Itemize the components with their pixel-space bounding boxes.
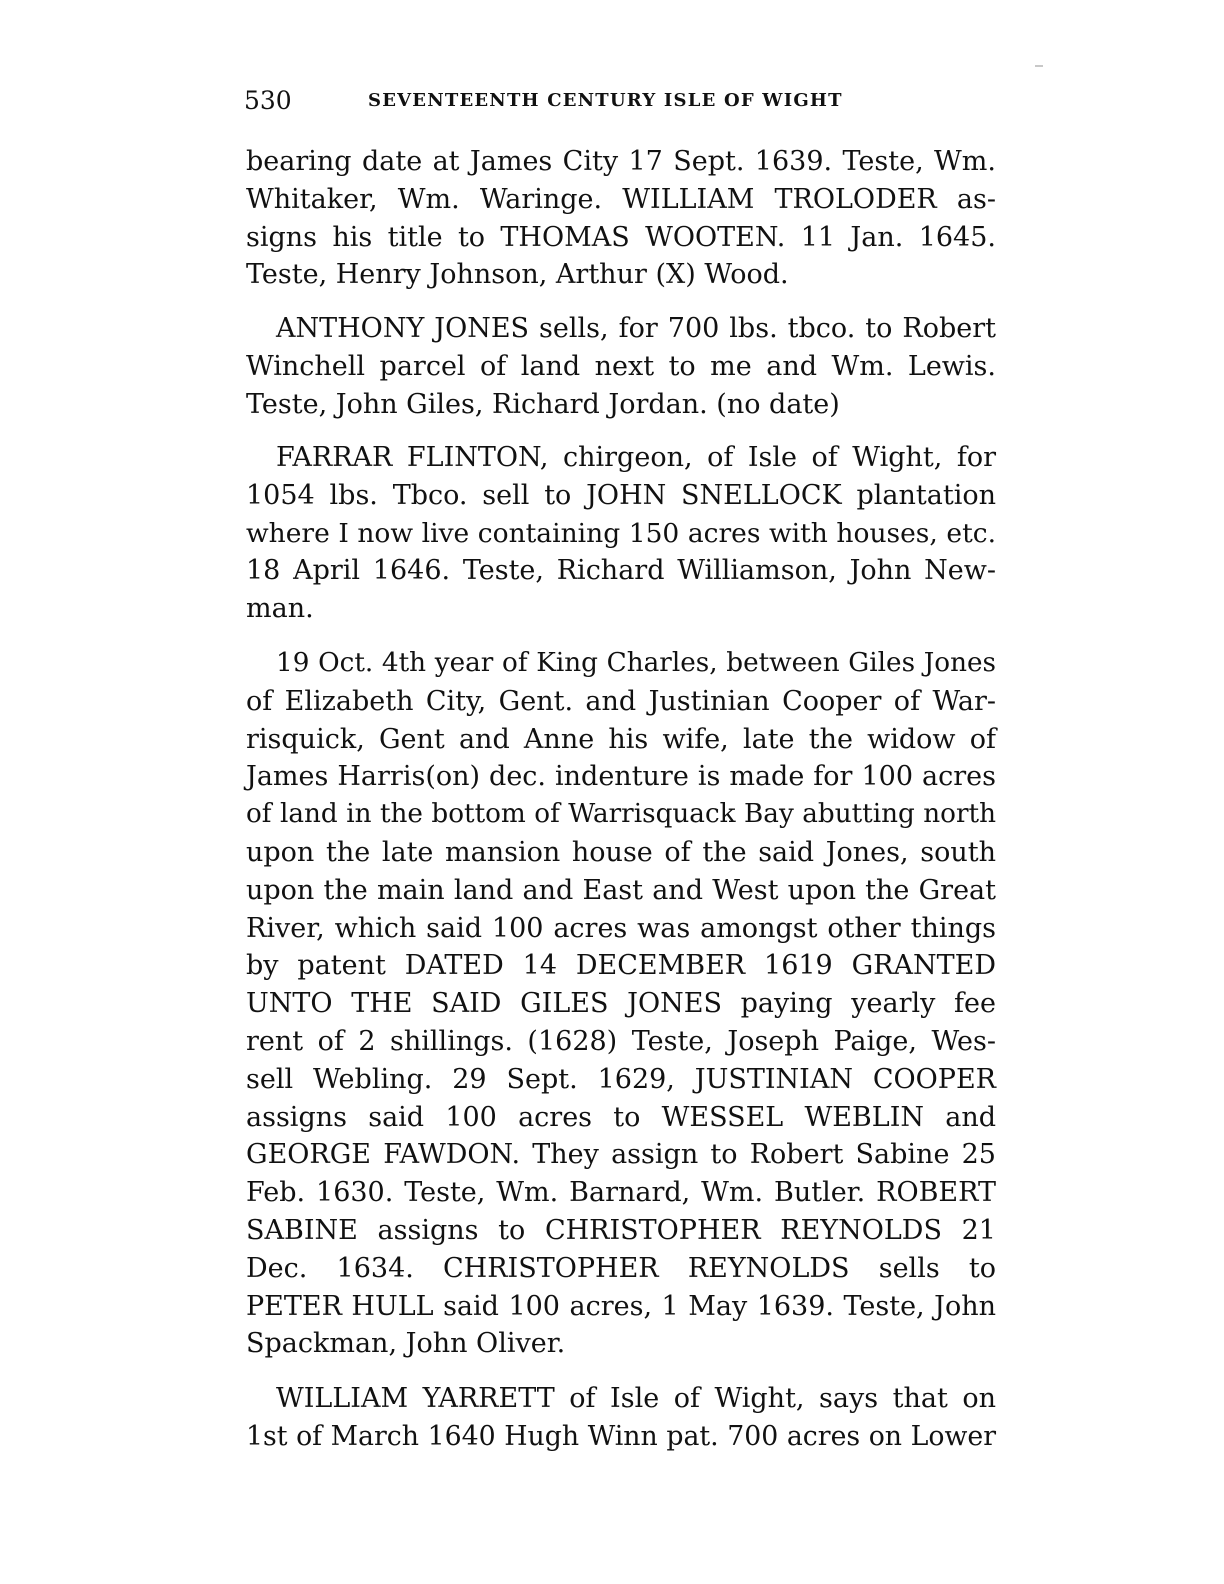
- text-line: man.: [246, 593, 314, 625]
- text-line: Teste, Henry Johnson, Arthur (X) Wood.: [246, 259, 789, 291]
- text-line: Teste, John Giles, Richard Jordan. (no date): [246, 388, 840, 420]
- text-line: Spackman, John Oliver.: [246, 1328, 566, 1360]
- page-number: 530: [244, 86, 292, 115]
- text-line: signs his title to THOMAS WOOTEN. 11 Jan. 1645.: [246, 221, 996, 253]
- text-line: of Elizabeth City, Gent. and Justinian Cooper of War-: [246, 685, 996, 717]
- text-line: WILLIAM YARRETT of Isle of Wight, says that on: [276, 1383, 996, 1414]
- text-line: where I now live containing 150 acres with houses, etc.: [246, 517, 996, 549]
- running-head: SEVENTEENTH CENTURY ISLE OF WIGHT: [368, 90, 843, 111]
- text-line: by patent DATED 14 DECEMBER 1619 GRANTED: [246, 950, 996, 982]
- page-header: [244, 84, 1004, 118]
- text-line: Dec. 1634. CHRISTOPHER REYNOLDS sells to: [246, 1252, 996, 1284]
- text-line: of land in the bottom of Warrisquack Bay abutting north: [246, 799, 996, 830]
- text-line: bearing date at James City 17 Sept. 1639. Teste, Wm.: [246, 146, 996, 177]
- paragraph-anthony-jones: [246, 310, 996, 423]
- text-line: Winchell parcel of land next to me and Wm. Lewis.: [246, 350, 996, 382]
- text-line: FARRAR FLINTON, chirgeon, of Isle of Wight, for: [276, 442, 996, 473]
- scan-speck: [1035, 65, 1043, 67]
- text-line: 19 Oct. 4th year of King Charles, between Giles Jones: [276, 648, 996, 678]
- text-line: 1st of March 1640 Hugh Winn pat. 700 acres on Lower: [246, 1420, 996, 1452]
- text-line: upon the main land and East and West upon the Great: [246, 874, 996, 906]
- text-line: Feb. 1630. Teste, Wm. Barnard, Wm. Butler. ROBERT: [246, 1177, 996, 1209]
- text-line: 1054 lbs. Tbco. sell to JOHN SNELLOCK plantation: [246, 479, 996, 511]
- text-line: Whitaker, Wm. Waringe. WILLIAM TROLODER as-: [246, 183, 996, 215]
- text-line: River, which said 100 acres was amongst other things: [246, 912, 996, 944]
- text-line: sell Webling. 29 Sept. 1629, JUSTINIAN COOPER: [246, 1063, 996, 1095]
- text-line: assigns said 100 acres to WESSEL WEBLIN and: [246, 1101, 996, 1133]
- paragraph-farrar-flinton: [246, 439, 996, 628]
- text-line: UNTO THE SAID GILES JONES paying yearly fee: [246, 988, 996, 1020]
- text-line: PETER HULL said 100 acres, 1 May 1639. Teste, John: [246, 1290, 996, 1322]
- paragraph-continuation: [246, 143, 996, 294]
- text-line: SABINE assigns to CHRISTOPHER REYNOLDS 21: [246, 1214, 996, 1246]
- text-line: upon the late mansion house of the said Jones, south: [246, 836, 996, 868]
- text-line: GEORGE FAWDON. They assign to Robert Sabine 25: [246, 1139, 996, 1171]
- paragraph-giles-jones: [246, 645, 996, 1363]
- text-line: rent of 2 shillings. (1628) Teste, Joseph Paige, Wes-: [246, 1025, 996, 1057]
- text-line: ANTHONY JONES sells, for 700 lbs. tbco. to Robert: [276, 313, 996, 344]
- paragraph-william-yarrett: [246, 1380, 996, 1456]
- text-line: James Harris(on) dec. indenture is made for 100 acres: [246, 761, 996, 793]
- text-line: risquick, Gent and Anne his wife, late the widow of: [246, 723, 996, 755]
- text-line: 18 April 1646. Teste, Richard Williamson, John New-: [246, 555, 996, 587]
